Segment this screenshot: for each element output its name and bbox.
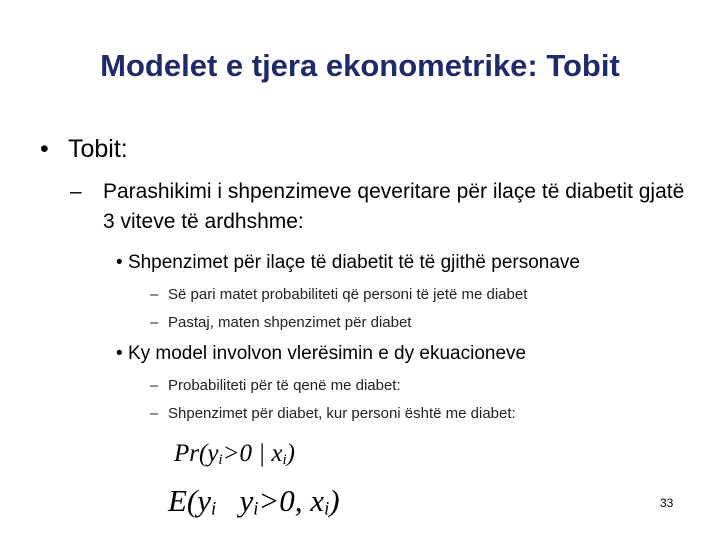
bullet-text: Së pari matet probabiliteti që personi të jetë me diabet [168,286,528,303]
bullet-level4 [150,286,527,303]
dash-icon: – [150,314,159,331]
bullet-text: Pastaj, maten shpenzimet për diabet [168,314,412,331]
bullet-level3 [116,252,580,274]
formula-expectation: $E(y_i$ $y_i>0$, $x_i$) [168,483,340,520]
page-number: 33 [660,496,674,510]
bullet-icon: • [40,135,49,163]
bullet-level4 [150,405,516,422]
dash-icon: – [150,286,159,303]
bullet-text: Shpenzimet për ilaçe të diabetit të të gjithë personave [127,252,580,273]
bullet-text: Ky model involvon vlerësimin e dy ekuacioneve [127,343,527,364]
bullet-icon: • [116,252,123,273]
bullet-text: Tobit: [68,135,128,163]
bullet-icon: • [116,343,123,364]
bullet-level1 [40,135,128,164]
dash-icon: – [150,405,159,422]
dash-icon: – [70,180,82,203]
bullet-level4 [150,314,411,331]
bullet-text: Probabiliteti për të qenë me diabet: [168,377,401,394]
bullet-level3 [116,343,526,365]
bullet-text: Shpenzimet për diabet, kur personi është me diabet: [168,405,516,422]
slide-title: Modelet e tjera ekonometrike: Tobit [100,48,620,83]
dash-icon: – [150,377,159,394]
bullet-text: Parashikimi i shpenzimeve qeveritare për ilaçe të diabetit gjatë 3 viteve të ardhshme: [103,180,685,233]
bullet-level2 [70,177,690,237]
bullet-level4 [150,377,401,394]
formula-probability: $Pr(y_i>0$ | $x_i$) [174,440,295,468]
